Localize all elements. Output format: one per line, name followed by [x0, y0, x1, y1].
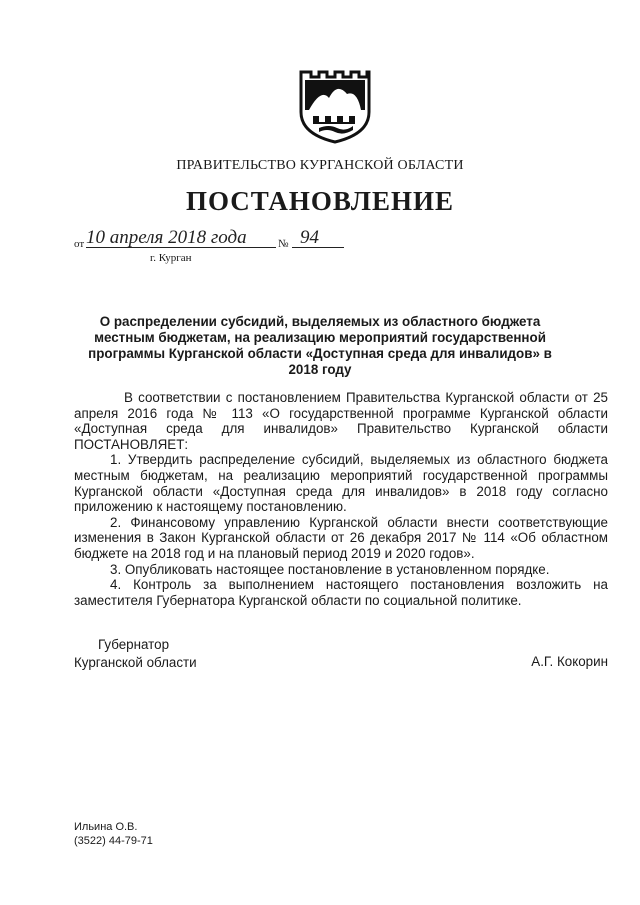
executor-phone: (3522) 44-79-71: [74, 835, 153, 847]
date-prefix: от: [74, 238, 85, 250]
document-type-title: ПОСТАНОВЛЕНИЕ: [185, 186, 455, 216]
item-paragraph: 1. Утвердить распределение субсидий, выделяемых из областного бюджета местным бюджетам, на реализацию мероприятий государственной программы Курганской области «Доступная среда для инвалидов» в 2018 году согласно приложению к настоящему постановлению.: [74, 452, 608, 515]
city-label: г. Курган: [150, 252, 192, 264]
signer-position: [74, 636, 197, 672]
document-subject: О распределении субсидий, выделяемых из областного бюджета местным бюджетам, на реализацию мероприятий государственной программы Курганской области «Доступная среда для инвалидов» в 2018 году: [88, 314, 552, 377]
item-paragraph: 3. Опубликовать настоящее постановление в установленном порядке.: [110, 561, 550, 577]
executor-info: [74, 820, 153, 848]
item-paragraph: 2. Финансовому управлению Курганской области внести соответствующие изменения в Закон Курганской области от 26 декабря 2017 № 114 «Об областном бюджете на 2018 год и на плановый период 2019 и 2020 годов».: [74, 514, 608, 561]
signer-name: А.Г. Кокорин: [531, 654, 608, 669]
government-name: ПРАВИТЕЛЬСТВО КУРГАНСКОЙ ОБЛАСТИ: [176, 158, 464, 173]
handwritten-number: 94: [300, 227, 319, 248]
executor-name: Ильина О.В.: [74, 821, 138, 833]
item-paragraph: 4. Контроль за выполнением настоящего постановления возложить на заместителя Губернатора Курганской области по социальной политике.: [74, 577, 608, 608]
date-underline: [86, 247, 276, 248]
signer-position-line2: Курганской области: [74, 655, 197, 670]
document-body: [74, 390, 608, 608]
number-prefix: №: [278, 238, 289, 250]
preamble-paragraph: В соответствии с постановлением Правительства Курганской области от 25 апреля 2016 года № 113 «О государственной программе Курганской области «Доступная среда для инвалидов» Правительство Курганской области ПОСТАНОВЛЯЕТ:: [74, 390, 608, 452]
handwritten-date: 10 апреля 2018 года: [86, 227, 247, 248]
number-underline: [292, 247, 344, 248]
signer-position-line1: Губернатор: [98, 637, 170, 652]
coat-of-arms-icon: [299, 68, 371, 144]
